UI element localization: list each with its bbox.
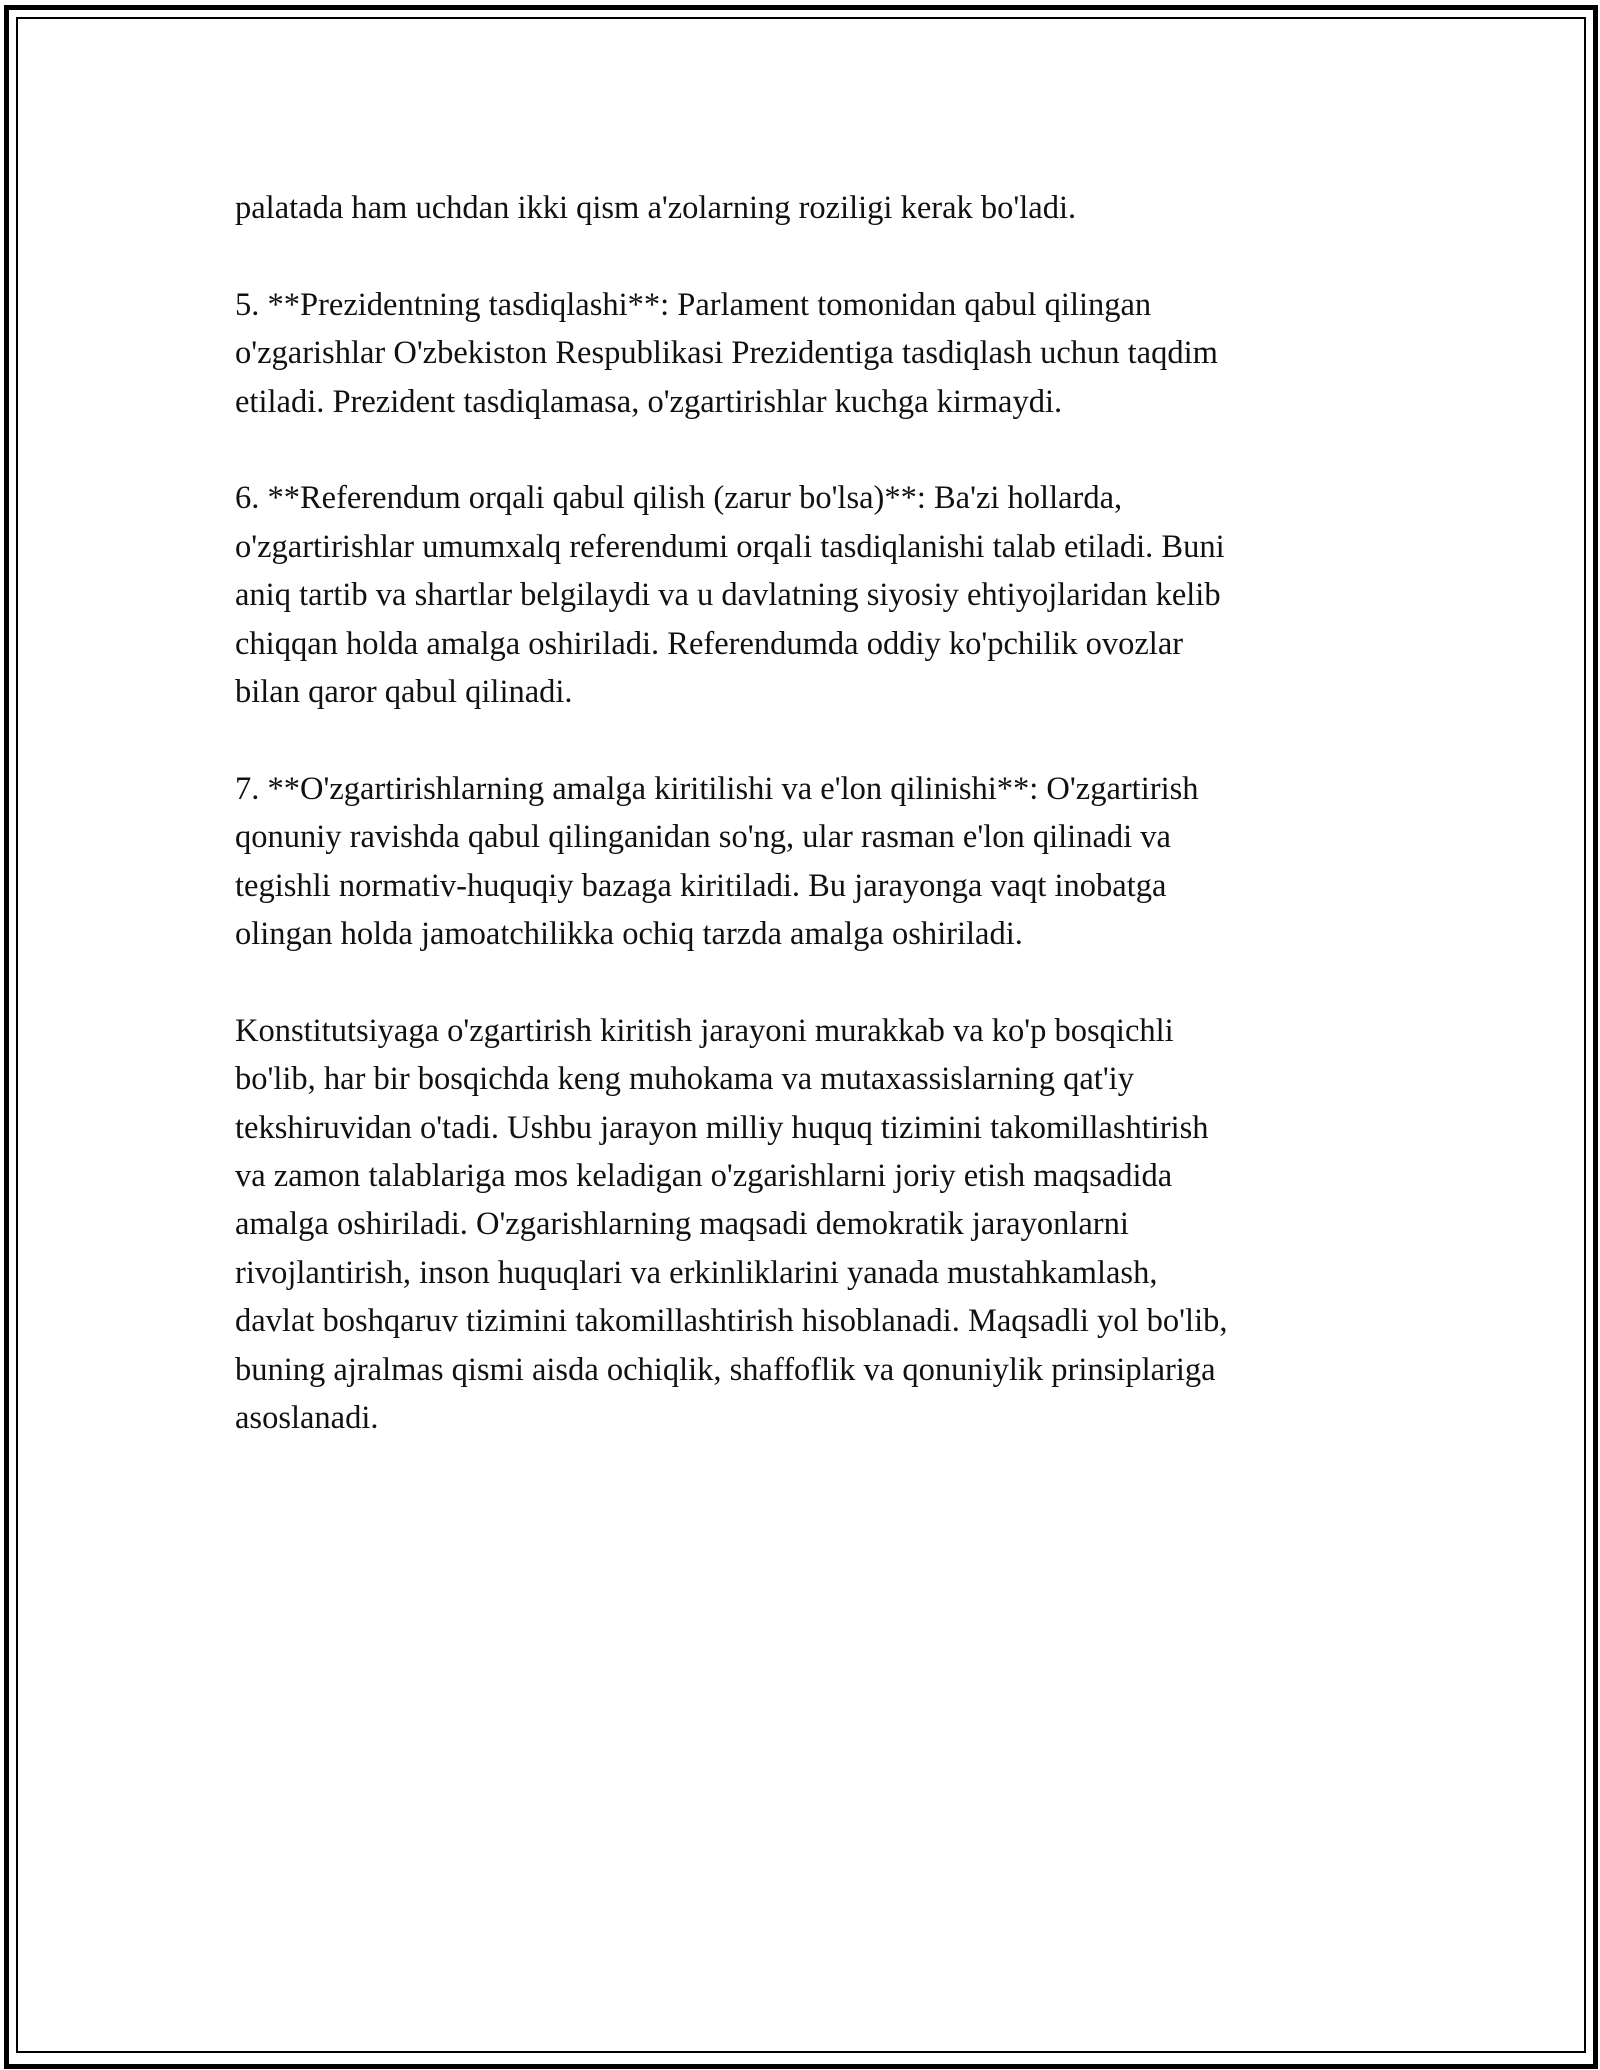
paragraph-conclusion bbox=[235, 1007, 1365, 1443]
text-line: chiqqan holda amalga oshiriladi. Referendumda oddiy ko'pchilik ovozlar bbox=[235, 625, 1184, 662]
paragraph-step-5 bbox=[235, 281, 1365, 426]
document-body bbox=[235, 184, 1365, 1443]
text-line: aniq tartib va shartlar belgilaydi va u davlatning siyosiy ehtiyojlaridan kelib bbox=[235, 577, 1221, 614]
text-line: bilan qaror qabul qilinadi. bbox=[235, 674, 573, 711]
text-line: o'zgartirishlar umumxalq referendumi orqali tasdiqlanishi talab etiladi. Buni bbox=[235, 528, 1225, 565]
text-line: 5. **Prezidentning tasdiqlashi**: Parlament tomonidan qabul qilingan bbox=[235, 286, 1152, 323]
text-line: palatada ham uchdan ikki qism a'zolarning roziligi kerak bo'ladi. bbox=[235, 190, 1077, 226]
text-line: Konstitutsiyaga o'zgartirish kiritish jarayoni murakkab va ko'p bosqichli bbox=[235, 1012, 1174, 1049]
text-line: buning ajralmas qismi aisda ochiqlik, shaffoflik va qonuniylik prinsiplariga bbox=[235, 1351, 1216, 1388]
paragraph-continuation bbox=[235, 184, 1365, 232]
text-line: bo'lib, har bir bosqichda keng muhokama va mutaxassislarning qat'iy bbox=[235, 1061, 1134, 1098]
paragraph-step-7 bbox=[235, 765, 1365, 959]
text-line: etiladi. Prezident tasdiqlamasa, o'zgartirishlar kuchga kirmaydi. bbox=[235, 383, 1063, 420]
text-line: o'zgarishlar O'zbekiston Respublikasi Prezidentiga tasdiqlash uchun taqdim bbox=[235, 335, 1218, 372]
text-line: qonuniy ravishda qabul qilinganidan so'ng, ular rasman e'lon qilinadi va bbox=[235, 819, 1171, 856]
text-line: olingan holda jamoatchilikka ochiq tarzda amalga oshiriladi. bbox=[235, 916, 1023, 953]
text-line: va zamon talablariga mos keladigan o'zgarishlarni joriy etish maqsadida bbox=[235, 1158, 1173, 1195]
text-line: 6. **Referendum orqali qabul qilish (zarur bo'lsa)**: Ba'zi hollarda, bbox=[235, 480, 1123, 517]
text-line: amalga oshiriladi. O'zgarishlarning maqsadi demokratik jarayonlarni bbox=[235, 1206, 1129, 1243]
text-line: rivojlantirish, inson huquqlari va erkinliklarini yanada mustahkamlash, bbox=[235, 1254, 1158, 1291]
text-line: tekshiruvidan o'tadi. Ushbu jarayon milliy huquq tizimini takomillashtirish bbox=[235, 1109, 1209, 1146]
paragraph-step-6 bbox=[235, 474, 1365, 716]
text-line: 7. **O'zgartirishlarning amalga kiritilishi va e'lon qilinishi**: O'zgartirish bbox=[235, 770, 1199, 807]
text-line: asoslanadi. bbox=[235, 1400, 379, 1437]
text-line: davlat boshqaruv tizimini takomillashtirish hisoblanadi. Maqsadli yol bo'lib, bbox=[235, 1303, 1228, 1340]
text-line: tegishli normativ-huquqiy bazaga kiritiladi. Bu jarayonga vaqt inobatga bbox=[235, 867, 1167, 904]
